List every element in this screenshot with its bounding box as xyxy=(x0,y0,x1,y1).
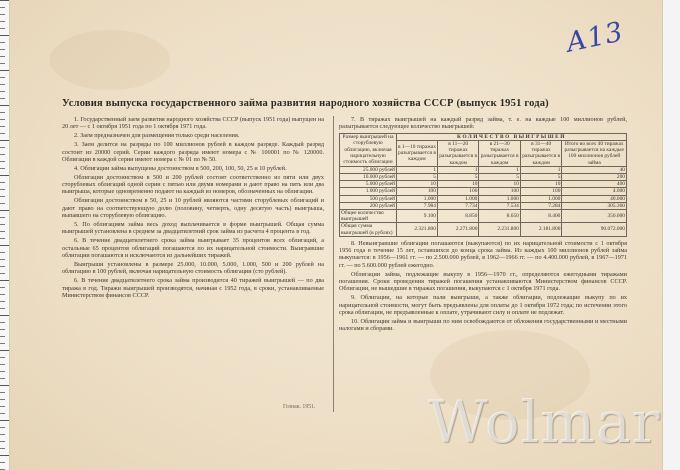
count-cell: 7.284 xyxy=(520,202,562,209)
count-cell: 5 xyxy=(397,173,438,180)
table-row xyxy=(340,188,627,195)
count-cell: 10 xyxy=(479,181,521,188)
left-column xyxy=(62,116,324,301)
prize-amount-cell: 200 рублей xyxy=(340,202,397,209)
right-paragraph: Облигации займа, подлежащие выкупу в 1956—1970 гг., определяются ежегодными тиражами погашения. Сроки проведения тиражей погашения устанавливаются Министерством финансов СССР. Облигации, не вышедшие в тиражах погашения, выкупаются с 1 октября 1971 года. xyxy=(339,270,627,293)
document-title: Условия выпуска государственного займа развития народного хозяйства СССР (выпуск 1951 года) xyxy=(62,98,549,109)
left-paragraph: Облигации достоинством в 500 и 200 рублей состоят соответственно из пяти или двух сторублевых облигаций одной серии с пятью или двумя номерами и дают право на пять или два выигрыша, которые одновременно подают на каждый из номеров, обозначенных на облигации. xyxy=(62,173,324,196)
prize-amount-cell: 5.000 рублей xyxy=(340,181,397,188)
right-paragraphs xyxy=(339,240,627,333)
total-sum-row xyxy=(340,223,627,236)
count-cell: 4.000 xyxy=(562,188,627,195)
left-paragraph: 1. Государственный заем развития народного хозяйства СССР (выпуск 1951 года) выпущен на 20 лет — с 1 октября 1951 года по 1 октября 1971 года. xyxy=(62,116,324,131)
total-cell: 2.271.800 xyxy=(437,223,478,236)
count-cell: 1.000 xyxy=(479,195,521,202)
count-cell: 7.534 xyxy=(479,202,521,209)
left-paragraph: 2. Заем предназначен для размещения только среди населения. xyxy=(74,132,240,140)
count-cell: 100 xyxy=(397,188,438,195)
col-header-draws: Итого во всех 40 тиражах разыгрывается на каждые 100 миллионов рублей займа xyxy=(562,140,627,166)
count-cell: 10 xyxy=(520,181,562,188)
right-column xyxy=(339,116,627,334)
count-cell: 5 xyxy=(437,173,478,180)
total-count-row xyxy=(340,209,627,222)
table-row xyxy=(340,173,627,180)
count-cell: 40.000 xyxy=(562,195,627,202)
left-paragraph: 3. Заем делится на разряды по 100 миллионов рублей в каждом разряде. Каждый разряд состоит из 20000 серий. Серии каждого разряда имеют номера с № 100001 по № 120000. Облигации в каждой серии имеют номера с № 01 по № 50. xyxy=(62,141,324,163)
prize-amount-cell: 10.000 рублей xyxy=(340,173,397,180)
col-header-draws: в 21—30 тиражах разыгрывается в каждом xyxy=(480,140,519,166)
right-paragraph: 8. Невыигравшие облигации погашаются (выкупаются) по их нарицательной стоимости с 1 октября 1956 года в течение 15 лет, оставшихся до конца срока займа. Из каждых 100 миллионов рублей займа выкупается: в 1956—1961 гг. — по 2.500.000 рублей, в 1962—1966 гг. — по 4.400.000 рублей, в 1967—1971 гг. — по 5.600.000 рублей ежегодно. xyxy=(339,239,627,269)
total-cell: 90.072.000 xyxy=(562,223,627,236)
count-cell: 1.000 xyxy=(520,195,562,202)
count-cell: 7.734 xyxy=(437,202,478,209)
total-cell: 2.231.800 xyxy=(479,223,521,236)
total-cell: 2.321.800 xyxy=(397,223,438,236)
total-cell: 8.400 xyxy=(520,209,562,222)
column-divider xyxy=(333,116,334,412)
left-paragraph: 5. По облигациям займа весь доход выплачивается в форме выигрышей. Общая сумма выигрышей установлена в среднем за двадцатилетний срок займа из расчета 4 процента в год. xyxy=(62,221,324,236)
count-cell: 5 xyxy=(479,173,521,180)
paragraph-7: 7. В тиражах выигрышей на каждый разряд займа, т. е. на каждые 100 миллионов рублей, разыгрывается следующее количество выигрышей: xyxy=(339,116,627,131)
count-cell: 10 xyxy=(437,181,478,188)
left-paragraph: 6. В течение двадцатилетнего срока займа производится 40 тиражей выигрышей — по два тиража в год. Тиражи выигрышей производятся, начиная с 1952 года, в сроки, устанавливаемые Министерством финансов СССР. xyxy=(62,277,324,299)
printer-imprint: Гознак. 1951. xyxy=(283,404,316,410)
count-cell: 100 xyxy=(520,188,562,195)
count-cell: 305.360 xyxy=(562,202,627,209)
count-cell: 1 xyxy=(520,166,562,173)
watermark-text: Wolmar xyxy=(428,388,661,456)
count-cell: 1 xyxy=(397,166,438,173)
left-paragraph: 6. В течение двадцатилетнего срока займа выигрывает 35 процентов всех облигаций, а остальные 65 процентов облигаций погашаются по их нарицательной стоимости. Выигравшие облигации погашаются и исключаются из дальнейших тиражей. xyxy=(62,237,324,259)
count-cell: 400 xyxy=(562,181,627,188)
left-paragraph: Облигации достоинством в 50, 25 и 10 рублей являются частями сторублевых облигаций и дают право на соответствующую долю (половину, четверть, одну десятую часть) выигрыша, выпавшего на сторублевую облигацию. xyxy=(62,197,324,220)
total-cell: 8.850 xyxy=(437,209,478,222)
count-cell: 5 xyxy=(520,173,562,180)
col-header-draws: в 31—40 тиражах разыгрывается в каждом xyxy=(522,140,561,166)
prize-amount-cell: 500 рублей xyxy=(340,195,397,202)
col-header-draws: в 11—20 тиражах разыгрывается в каждом xyxy=(439,140,478,166)
prize-amount-cell: 25.000 рублей xyxy=(340,166,397,173)
handwritten-annotation: А13 xyxy=(563,16,627,59)
right-paragraph: 10. Облигации займа и выигрыши по ним освобождаются от обложения государственными и местными налогами и сборами. xyxy=(339,317,627,333)
table-row xyxy=(340,195,627,202)
count-cell: 100 xyxy=(437,188,478,195)
col-header-amount: Размер выигрышей на сторублевую облигацию, включая нарицательную стоимость облигации xyxy=(340,133,397,166)
right-paragraph: 9. Облигации, на которые пали выигрыши, а также облигации, подлежащие выкупу по их нарицательной стоимости, могут быть предъявлены для оплаты до 1 октября 1972 года; по истечении этого срока облигации, не предъявленные к оплате, утрачивают силу и оплате не подлежат. xyxy=(339,294,627,317)
scale-ruler xyxy=(0,0,10,470)
total-label-cell: Общая сумма выигрышей (в рублях) xyxy=(340,223,397,236)
prize-amount-cell: 1.000 рублей xyxy=(340,188,397,195)
col-header-draws: в 1—10 тиражах разыгрывается в каждом xyxy=(397,140,438,166)
table-row xyxy=(340,181,627,188)
count-cell: 100 xyxy=(479,188,521,195)
total-cell: 8.650 xyxy=(479,209,521,222)
count-cell: 200 xyxy=(562,173,627,180)
count-cell: 40 xyxy=(562,166,627,173)
total-cell: 9.100 xyxy=(397,209,438,222)
winnings-table xyxy=(339,133,627,237)
table-row xyxy=(340,202,627,209)
count-cell: 1.000 xyxy=(437,195,478,202)
count-cell: 1 xyxy=(437,166,478,173)
total-label-cell: Общее количество выигрышей xyxy=(340,209,397,222)
col-header-group: КОЛИЧЕСТВО ВЫИГРЫШЕЙ xyxy=(397,133,627,140)
count-cell: 7.984 xyxy=(397,202,438,209)
table-body xyxy=(340,166,627,236)
total-cell: 350.000 xyxy=(562,209,627,222)
total-cell: 2.181.800 xyxy=(520,223,562,236)
paper-stain xyxy=(50,30,170,90)
count-cell: 1.000 xyxy=(397,195,438,202)
count-cell: 10 xyxy=(397,181,438,188)
count-cell: 1 xyxy=(479,166,521,173)
table-row xyxy=(340,166,627,173)
left-paragraph: 4. Облигации займа выпущены достоинством в 500, 200, 100, 50, 25 и 10 рублей. xyxy=(74,164,287,172)
left-paragraph: Выигрыши установлены в размере 25.000, 10.000, 5.000, 1.000, 500 и 200 рублей на облигацию в 100 рублей, включая нарицательную стоимость облигации (сто рублей). xyxy=(62,260,324,276)
